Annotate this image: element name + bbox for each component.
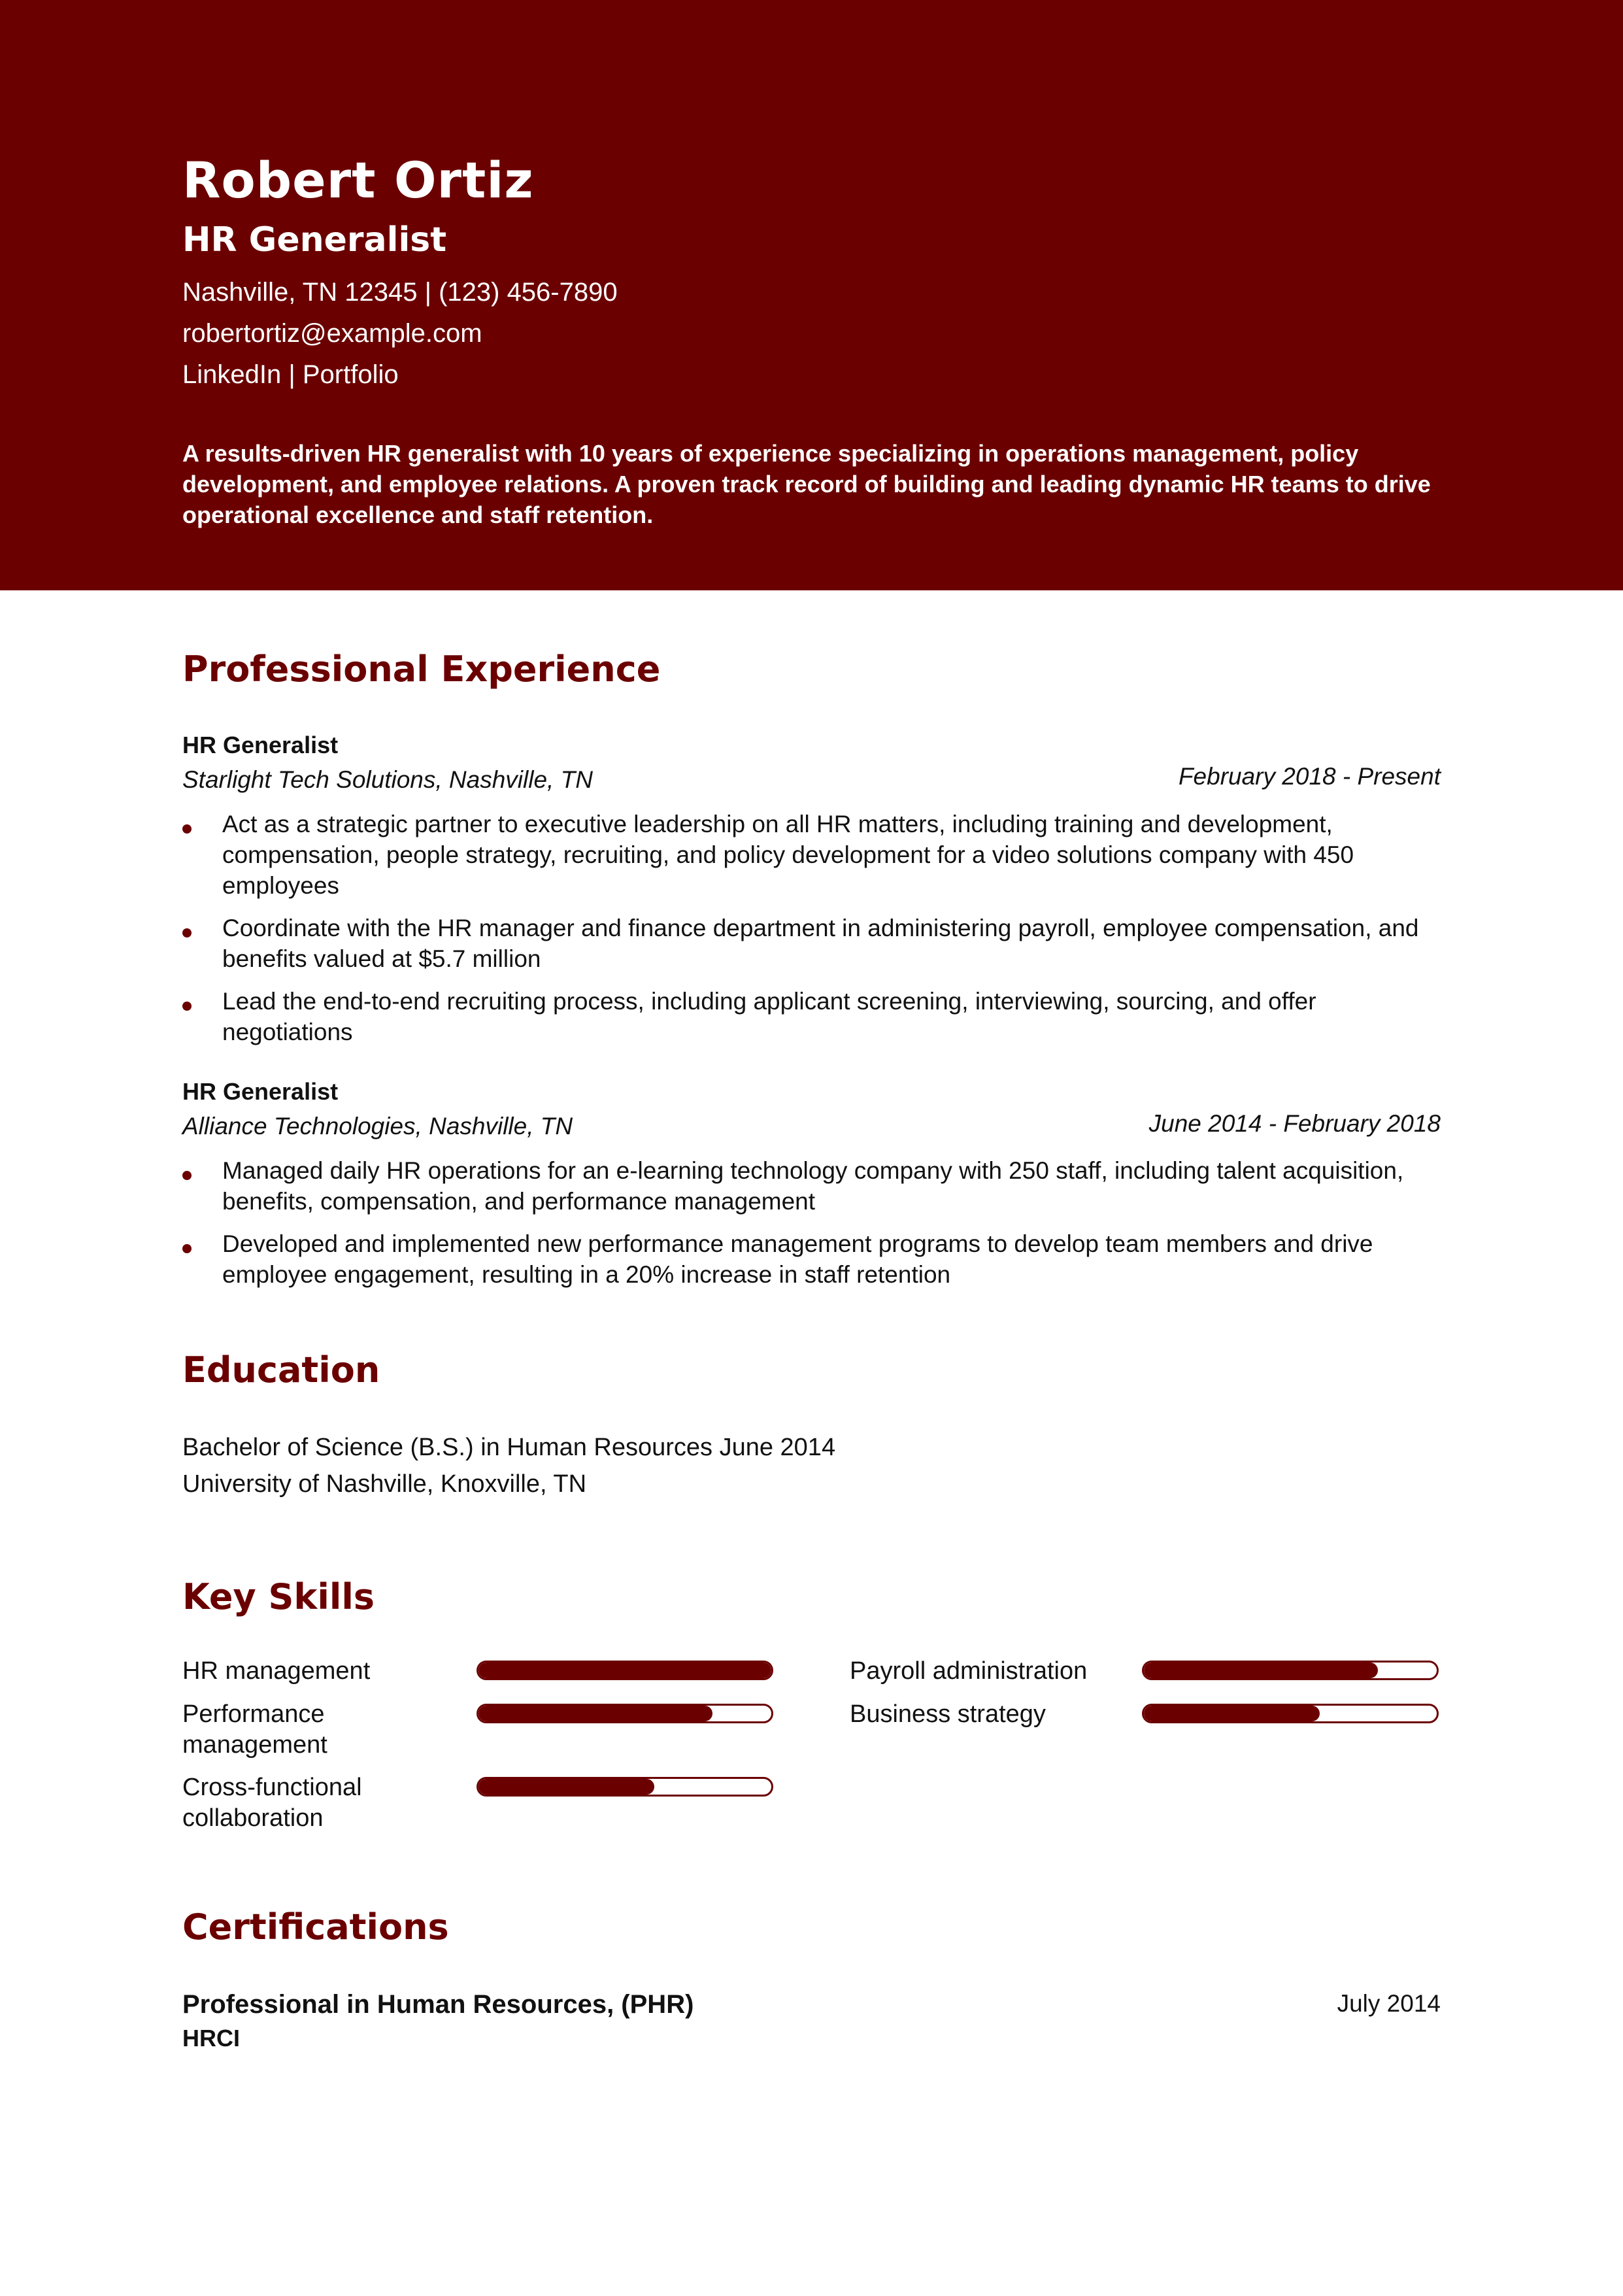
certification-date: July 2014 xyxy=(1337,1990,1441,2017)
candidate-title: HR Generalist xyxy=(182,220,447,260)
certification-issuer: HRCI xyxy=(182,2025,240,2051)
bullet-text: Managed daily HR operations for an e-learning technology company with 250 staff, including talent acquisition, benefits, compensation, and performance management xyxy=(222,1157,1404,1215)
bullet-dot-icon xyxy=(182,1171,192,1180)
bullet-dot-icon xyxy=(182,1002,192,1011)
skill-level-bar xyxy=(1142,1661,1439,1680)
bullet-text: Developed and implemented new performance management programs to develop team members and drive employee engagement, resulting in a 20% increase in staff retention xyxy=(222,1230,1373,1288)
skill-label: Cross-functional collaboration xyxy=(182,1774,362,1832)
section-title-certifications: Certifications xyxy=(182,1906,449,1948)
section-title-experience: Professional Experience xyxy=(182,649,661,690)
skill-level-bar xyxy=(1142,1704,1439,1723)
job-bullets xyxy=(182,1155,1441,1302)
section-title-education: Education xyxy=(182,1349,380,1391)
bullet-text: Coordinate with the HR manager and finance department in administering payroll, employee compensation, and benefits valued at $5.7 million xyxy=(222,915,1419,972)
job-bullet xyxy=(182,913,1441,974)
job-bullet xyxy=(182,1155,1441,1217)
candidate-name: Robert Ortiz xyxy=(182,151,534,209)
job-dates: February 2018 - Present xyxy=(1178,763,1441,790)
job-role: HR Generalist xyxy=(182,1078,339,1105)
bullet-text: Act as a strategic partner to executive leadership on all HR matters, including training and development, compensation, people strategy, recruiting, and policy development for a video solutions company with 450 employees xyxy=(222,811,1354,899)
bullet-dot-icon xyxy=(182,1244,192,1253)
job-role: HR Generalist xyxy=(182,732,339,758)
skill-level-fill xyxy=(1144,1706,1320,1721)
professional-summary: A results-driven HR generalist with 10 years of experience specializing in operations management, policy development, and employee relations. A proven track record of building and leading dynamic HR teams to drive operational excellence and staff retention. xyxy=(182,440,1431,528)
education-degree: Bachelor of Science (B.S.) in Human Resources June 2014 xyxy=(182,1434,836,1461)
bullet-dot-icon xyxy=(182,824,192,834)
contact-email[interactable]: robertortiz@example.com xyxy=(182,319,482,348)
skill-label: Performance management xyxy=(182,1700,327,1759)
bullet-dot-icon xyxy=(182,928,192,937)
job-dates: June 2014 - February 2018 xyxy=(1148,1110,1441,1137)
job-company: Starlight Tech Solutions, Nashville, TN xyxy=(182,766,593,793)
skill-level-fill xyxy=(1144,1663,1378,1678)
skill-level-bar xyxy=(477,1777,773,1797)
contact-location-phone: Nashville, TN 12345 | (123) 456-7890 xyxy=(182,278,618,307)
job-bullet xyxy=(182,1228,1441,1290)
job-bullet xyxy=(182,986,1441,1047)
education-school: University of Nashville, Knoxville, TN xyxy=(182,1470,587,1498)
skill-level-fill xyxy=(478,1779,654,1795)
contact-links[interactable]: LinkedIn | Portfolio xyxy=(182,360,399,389)
certification-name: Professional in Human Resources, (PHR) xyxy=(182,1990,694,2019)
skill-level-bar xyxy=(477,1704,773,1723)
skill-level-fill xyxy=(478,1706,712,1721)
skill-label: HR management xyxy=(182,1657,371,1685)
skill-level-fill xyxy=(478,1663,771,1678)
job-company: Alliance Technologies, Nashville, TN xyxy=(182,1113,573,1140)
section-title-skills: Key Skills xyxy=(182,1576,375,1617)
skill-label: Payroll administration xyxy=(850,1657,1088,1685)
skill-level-bar xyxy=(477,1661,773,1680)
bullet-text: Lead the end-to-end recruiting process, including applicant screening, interviewing, sourcing, and offer negotiations xyxy=(222,988,1316,1045)
header-band xyxy=(0,0,1623,590)
skill-label: Business strategy xyxy=(850,1700,1046,1728)
job-bullets xyxy=(182,809,1441,1059)
job-bullet xyxy=(182,809,1441,901)
